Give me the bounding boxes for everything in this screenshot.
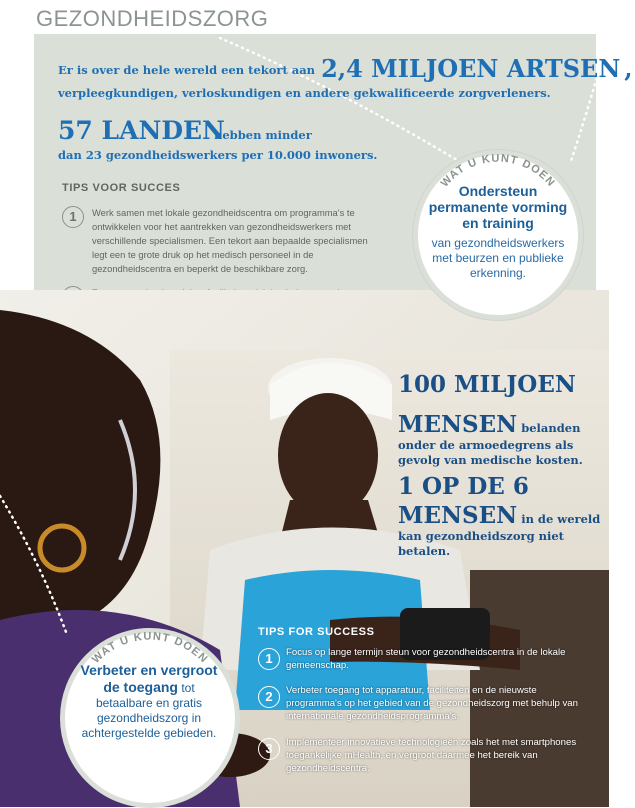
- stat-doctors-intro: Er is over de hele wereld een tekort aan: [58, 63, 316, 77]
- stat-afford-highlight2: MENSEN: [398, 502, 518, 529]
- tip-text: Focus op lange termijn steun voor gezondheidscentra in de lokale gemeenschap.: [286, 647, 566, 671]
- tip-bottom-item-1: [258, 646, 588, 674]
- tip-text: Implementeer innovatieve technologieën zoals het met smartphones toegankelijke mHealth, en vergroot daarmee het bereik van gezondheidscentra.: [286, 737, 577, 774]
- circle-1-title: Ondersteun permanente vorming en training: [428, 183, 568, 231]
- tip-number-badge: 1: [258, 648, 280, 670]
- stat-doctors-comma: ,: [624, 54, 633, 83]
- circle-2-label: WAT U KUNT DOEN: [89, 630, 211, 666]
- stat-countries-highlight: 57 LANDEN: [58, 116, 225, 145]
- stat-afford-highlight1: 1 OP DE 6: [398, 473, 529, 500]
- tip-text: Verbeter toegang tot apparatuur, faciliteiten en de nieuwste programma's op het gebied van de gezondheidszorg met behulp van internationale gezondheidsprogramma's.: [286, 685, 578, 722]
- circle-2-title: Verbeter en vergroot de toegang: [80, 662, 218, 695]
- tip-number-badge: 3: [258, 738, 280, 760]
- stat-poverty-rest: belanden onder de armoedegrens als gevolg van medische kosten.: [398, 421, 583, 467]
- stat-poverty-highlight2: MENSEN: [398, 411, 518, 438]
- stat-poverty-highlight1: 100 MILJOEN: [398, 371, 576, 398]
- tip-top-item-1: [62, 206, 372, 278]
- circle-1-text: van gezondheidswerkers met beurzen en publieke erkenning.: [431, 236, 565, 280]
- stat-afford-body: [398, 503, 608, 559]
- page-title: GEZONDHEIDSZORG: [36, 6, 269, 31]
- circle-2-body: [74, 662, 224, 741]
- stat-afford-rest: in de wereld kan gezondheidszorg niet betalen.: [398, 512, 601, 558]
- circle-2-text: tot betaalbare en gratis gezondheidszorg in achtergestelde gebieden.: [81, 681, 217, 740]
- tip-text: Werk samen met lokale gezondheidscentra om programma's te ontwikkelen voor het aantrekken van gezondheidswerkers met verschillende specialismen. Een tekort aan bepaalde specialismen legt een te grote druk op het medisch personeel in de gezondheidscentra en beperkt de beschikbare zorg.: [92, 207, 368, 274]
- tip-number-badge: 1: [62, 206, 84, 228]
- svg-text:WAT U KUNT DOEN: [90, 631, 210, 666]
- stat-poverty-body: [398, 412, 608, 468]
- dotted-connector-bottom: [0, 492, 70, 642]
- tip-bottom-item-3: [258, 736, 588, 776]
- stat-countries-rest: hebben minder: [214, 128, 312, 142]
- circle-1-label: WAT U KUNT DOEN: [438, 152, 558, 190]
- tips-top-heading: TIPS VOOR SUCCES: [62, 182, 181, 194]
- stat-countries-line2: dan 23 gezondheidswerkers per 10.000 inwoners.: [58, 148, 378, 162]
- tips-bottom-heading: TIPS FOR SUCCESS: [258, 626, 375, 638]
- stat-doctors-line2: verpleegkundigen, verloskundigen en andere gekwalificeerde zorgverleners.: [58, 86, 551, 100]
- stat-doctors-line1: [58, 54, 633, 83]
- stat-doctors-highlight: 2,4 MILJOEN ARTSEN: [321, 54, 621, 83]
- tip-bottom-item-2: [258, 684, 588, 724]
- tip-number-badge: 2: [258, 686, 280, 708]
